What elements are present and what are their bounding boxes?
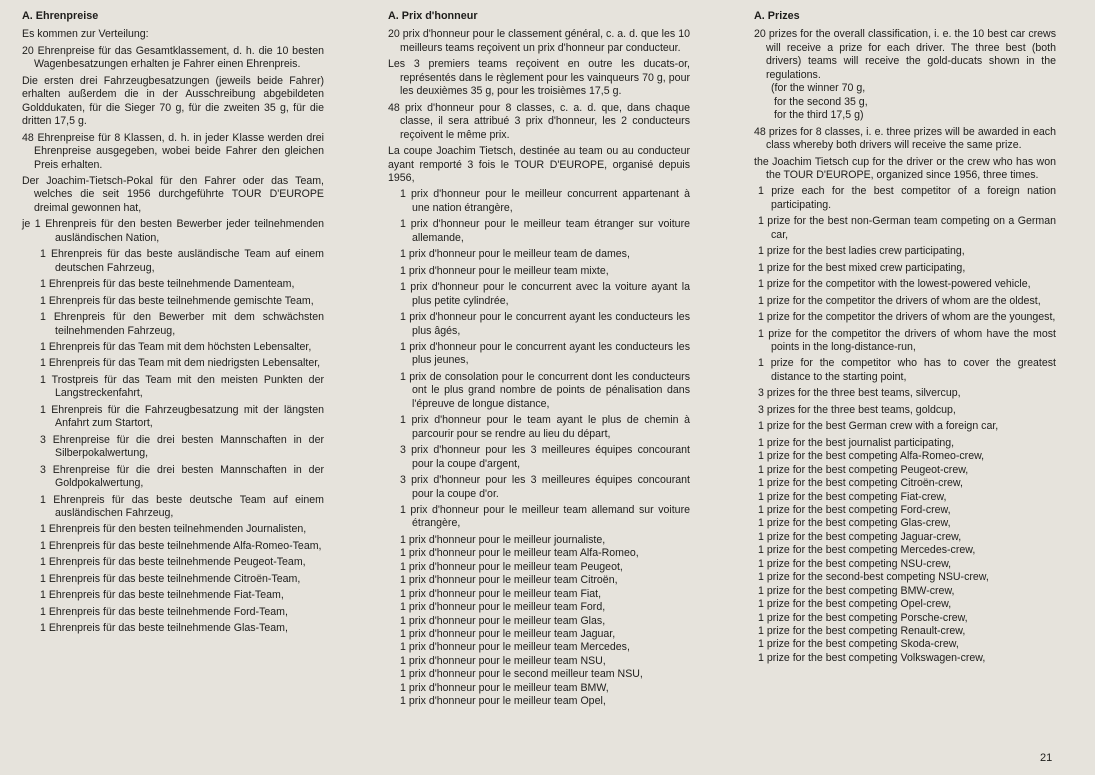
list-item: 1 prix d'honneur pour le meilleur team Opel,: [400, 695, 606, 708]
list-item: 1 Ehrenpreis für das beste teilnehmende Peugeot-Team,: [40, 556, 306, 569]
list-item: 1 prix d'honneur pour le meilleur team étranger sur voiture allemande,: [400, 218, 690, 244]
page-number: 21: [1040, 752, 1053, 764]
list-item: 1 prize for the best competing Peugeot-crew,: [758, 463, 969, 476]
list-item: 1 prix d'honneur pour le meilleur team NSU,: [400, 654, 606, 667]
list-item: 3 Ehrenpreise für die drei besten Mannschaften in der Silberpokalwertung,: [40, 433, 324, 460]
list-item: 1 prix d'honneur pour le meilleur team de dames,: [400, 248, 630, 261]
list-item: 1 prix d'honneur pour le meilleur team Ford,: [400, 601, 606, 614]
list-item: 1 Ehrenpreis für das beste teilnehmende Fiat-Team,: [40, 589, 284, 602]
list-item: 1 prize for the best competing Alfa-Romeo-crew,: [758, 450, 985, 463]
list-item: je 1 Ehrenpreis für den besten Bewerber jeder teilnehmenden ausländischen Nation,: [22, 218, 324, 244]
list-item: 1 prix d'honneur pour le meilleur team BMW,: [400, 681, 609, 694]
list-item: 1 prize for the best German crew with a foreign car,: [758, 420, 999, 433]
list-item: 1 Ehrenpreis für das beste deutsche Team auf einem ausländischen Fahrzeug,: [40, 493, 324, 519]
list-item: 1 prize for the best competing NSU-crew,: [758, 557, 952, 570]
list-item: 1 prix d'honneur pour le meilleur team Peugeot,: [400, 560, 623, 573]
list-item: 1 prize for the best competing Ford-crew,: [758, 503, 951, 516]
paragraph: Die ersten drei Fahrzeugbesatzungen (jeweils beide Fahrer) erhalten außerdem die in der Ausschreibung abgebildeten Golddukaten, für die Sieger 70 g, für die zweiten 35 g, für die dritten 17,5 g.: [22, 74, 324, 128]
list-item: 1 prize for the competitor who has to cover the greatest distance to the starting point,: [758, 357, 1056, 383]
list-item: 1 prize for the competitor the drivers of whom are the youngest,: [758, 311, 1056, 324]
list-item: 3 prix d'honneur pour les 3 meilleures équipes concourant pour la coupe d'argent,: [400, 444, 690, 470]
list-item: 1 prix d'honneur pour le meilleur team Glas,: [400, 614, 606, 627]
german-column: [22, 10, 324, 639]
list-item: 1 prize for the best competing Mercedes-crew,: [758, 544, 976, 557]
paragraph: 20 Ehrenpreise für das Gesamtklassement, d. h. die 10 besten Wagenbesatzungen erhalten je Fahrer einen Ehrenpreis.: [22, 44, 324, 71]
list-item: 1 prix d'honneur pour le meilleur team allemand sur voiture étrangère,: [400, 503, 690, 530]
french-column: [388, 10, 690, 709]
list-item: 3 prizes for the three best teams, silvercup,: [758, 387, 961, 400]
list-item: 1 prize for the competitor with the lowest-powered vehicle,: [758, 278, 1031, 291]
list-item: 1 Ehrenpreis für das Team mit dem niedrigsten Lebensalter,: [40, 357, 321, 370]
list-item: 1 prize for the best ladies crew participating,: [758, 245, 965, 258]
list-item: 1 prize for the second-best competing NSU-crew,: [758, 571, 989, 584]
list-item: 3 Ehrenpreise für die drei besten Mannschaften in der Goldpokalwertung,: [40, 463, 324, 490]
paragraph: Es kommen zur Verteilung:: [22, 28, 149, 41]
list-item: 1 prize each for the best competitor of a foreign nation participating.: [758, 185, 1056, 211]
list-item: 1 prize for the best competing Skoda-crew,: [758, 638, 959, 651]
list-item: 1 prize for the best competing BMW-crew,: [758, 584, 955, 597]
list-item: 1 prize for the competitor the drivers of whom have the most points in the long-distance-run,: [758, 327, 1056, 353]
english-heading: A. Prizes: [754, 10, 800, 22]
list-item: 1 prize for the best competing Glas-crew,: [758, 517, 951, 530]
paragraph: 48 prizes for 8 classes, i. e. three prizes will be awarded in each class whereby both drivers will receive the same prize.: [754, 125, 1056, 152]
list-item: 1 prix de consolation pour le concurrent dont les conducteurs ont le plus grand nombre de points de pénalisation dans l'épreuve de longue distance,: [400, 370, 690, 410]
paragraph: 20 prix d'honneur pour le classement général, c. a. d. que les 10 meilleurs teams reçoivent un prix d'honneur par conducteur.: [388, 28, 690, 54]
list-item: 1 prize for the best competing Porsche-crew,: [758, 611, 968, 624]
list-item: 1 prize for the best competing Fiat-crew,: [758, 490, 947, 503]
list-item: 1 prize for the best mixed crew participating,: [758, 261, 966, 274]
paragraph: Der Joachim-Tietsch-Pokal für den Fahrer oder das Team, welches die seit 1956 durchgeführte TOUR D'EUROPE dreimal gewonnen hat,: [22, 174, 324, 214]
list-item: 1 Ehrenpreis für den besten teilnehmenden Journalisten,: [40, 523, 307, 536]
list-item: 1 Ehrenpreis für das beste ausländische Team auf einem deutschen Fahrzeug,: [40, 248, 324, 274]
paragraph: 48 Ehrenpreise für 8 Klassen, d. h. in jeder Klasse werden drei Ehrenpreise ausgegeben, wobei beide Fahrer den gleichen Preis erhalten.: [22, 131, 324, 171]
list-item: 1 Ehrenpreis für das Team mit dem höchsten Lebensalter,: [40, 340, 312, 353]
list-item: 1 prix d'honneur pour le meilleur team Citroën,: [400, 574, 618, 587]
list-item: 1 prix d'honneur pour le second meilleur team NSU,: [400, 668, 643, 681]
list-item: 1 prize for the best competing Renault-crew,: [758, 625, 966, 638]
paragraph: the Joachim Tietsch cup for the driver or the crew who has won the TOUR D'EUROPE, organized since 1956, three times.: [754, 155, 1056, 181]
english-column: [754, 10, 1056, 665]
list-item: 1 prize for the best competing Opel-crew,: [758, 598, 952, 611]
list-item: 1 prix d'honneur pour le meilleur team Mercedes,: [400, 641, 630, 654]
list-item: 1 Ehrenpreis für das beste teilnehmende gemischte Team,: [40, 294, 314, 307]
french-heading: A. Prix d'honneur: [388, 10, 478, 22]
list-item: 1 prize for the best competing Citroën-crew,: [758, 477, 963, 490]
german-heading: A. Ehrenpreise: [22, 10, 99, 22]
list-item: 1 prix d'honneur pour le meilleur concurrent appartenant à une nation étrangère,: [400, 188, 690, 214]
paragraph: 20 prizes for the overall classification, i. e. the 10 best car crews will receive a prize for each driver. The three best (both drivers) teams will receive the gold-ducats shown in the regulations.: [754, 28, 1056, 81]
list-item: 1 prize for the best competing Volkswagen-crew,: [758, 651, 986, 664]
list-item: 1 Ehrenpreis für das beste teilnehmende Damenteam,: [40, 278, 295, 291]
list-item: 1 Ehrenpreis für den Bewerber mit dem schwächsten teilnehmenden Fahrzeug,: [40, 311, 324, 337]
paragraph: for the third 17,5 g): [774, 109, 864, 122]
list-item: 1 prix d'honneur pour le concurrent avec la voiture ayant la plus petite cylindrée,: [400, 281, 690, 307]
paragraph: Les 3 premiers teams reçoivent en outre les ducats-or, représentés dans le règlement pour les vainqueurs 70 g, pour les deuxièmes 35 g, pour les troisièmes 17,5 g.: [388, 58, 690, 98]
list-item: 1 prix d'honneur pour le meilleur team Jaguar,: [400, 628, 616, 641]
list-item: 1 prix d'honneur pour le concurrent ayant les conducteurs les plus âgés,: [400, 311, 690, 337]
list-item: 1 prix d'honneur pour le concurrent ayant les conducteurs les plus jeunes,: [400, 340, 690, 367]
list-item: 1 prix d'honneur pour le meilleur journaliste,: [400, 533, 606, 546]
paragraph: for the second 35 g,: [774, 95, 868, 108]
list-item: 1 Trostpreis für das Team mit den meisten Punkten der Langstreckenfahrt,: [40, 373, 324, 400]
list-item: 1 prix d'honneur pour le meilleur team mixte,: [400, 264, 609, 277]
list-item: 1 prix d'honneur pour le meilleur team Alfa-Romeo,: [400, 547, 639, 560]
list-item: 3 prix d'honneur pour les 3 meilleures équipes concourant pour la coupe d'or.: [400, 474, 690, 500]
paragraph: La coupe Joachim Tietsch, destinée au team ou au conducteur ayant remporté 3 fois le TOUR D'EUROPE, organisé depuis 1956,: [388, 145, 690, 184]
list-item: 1 prize for the best non-German team competing on a German car,: [758, 215, 1056, 241]
list-item: 1 Ehrenpreis für das beste teilnehmende Ford-Team,: [40, 605, 288, 618]
list-item: 1 prix d'honneur pour le meilleur team Fiat,: [400, 587, 602, 600]
list-item: 1 prix d'honneur pour le team ayant le plus de chemin à parcourir pour se rendre au lieu du départ,: [400, 414, 690, 440]
list-item: 1 prize for the best journalist participating,: [758, 436, 955, 449]
list-item: 1 Ehrenpreis für das beste teilnehmende Alfa-Romeo-Team,: [40, 539, 322, 552]
list-item: 1 Ehrenpreis für das beste teilnehmende Glas-Team,: [40, 622, 288, 635]
paragraph: 48 prix d'honneur pour 8 classes, c. a. d. que, dans chaque classe, il sera attribué 3 prix d'honneur, les 2 conducteurs reçoivent le même prix.: [388, 101, 690, 141]
list-item: 1 Ehrenpreis für die Fahrzeugbesatzung mit der längsten Anfahrt zum Startort,: [40, 403, 324, 430]
paragraph: (for the winner 70 g,: [771, 82, 866, 95]
list-item: 1 Ehrenpreis für das beste teilnehmende Citroën-Team,: [40, 572, 301, 585]
list-item: 1 prize for the competitor the drivers of whom are the oldest,: [758, 294, 1041, 307]
list-item: 3 prizes for the three best teams, goldcup,: [758, 403, 956, 416]
list-item: 1 prize for the best competing Jaguar-crew,: [758, 530, 962, 543]
